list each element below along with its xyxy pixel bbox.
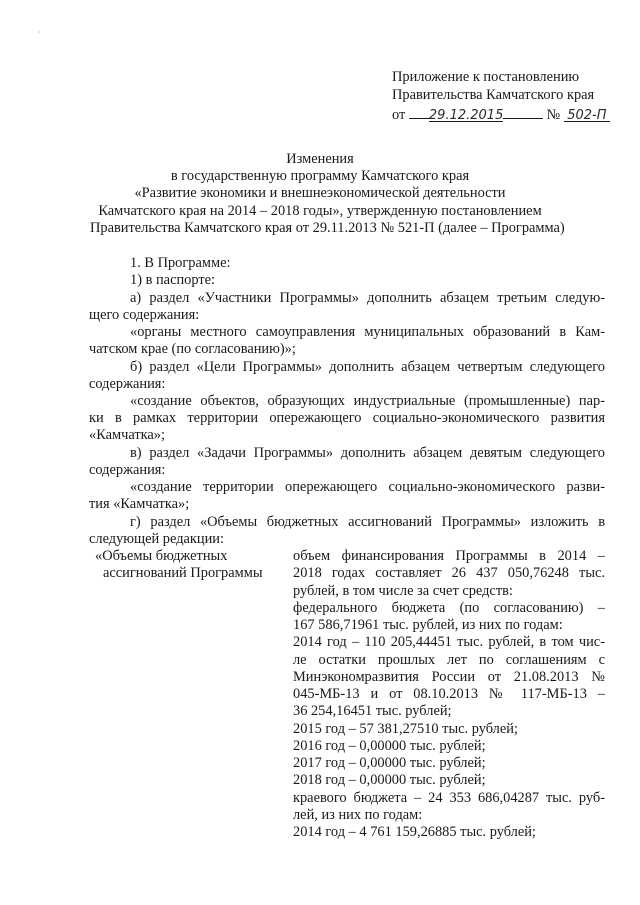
table-right-line-15: краевого бюджета – 24 353 686,04287 тыс. руб-	[293, 790, 605, 806]
table-right-line-14: 2018 год – 0,00000 тыс. рублей;	[293, 772, 486, 788]
table-right-line-6: 2014 год – 110 205,44451 тыс. рублей, в том чис-	[293, 634, 605, 650]
date-underline-left	[409, 104, 429, 119]
table-right-line-17: 2014 год – 4 761 159,26885 тыс. рублей;	[293, 824, 536, 840]
table-right-line-7: ле остатки прошлых лет по соглашениям с	[293, 652, 605, 668]
paragraph-3-line-2: щего содержания:	[89, 307, 200, 323]
number-label: №	[546, 107, 561, 123]
date-underline-right	[503, 104, 543, 119]
table-right-line-13: 2017 год – 0,00000 тыс. рублей;	[293, 755, 486, 771]
paragraph-9-line-2: следующей редакции:	[89, 531, 224, 547]
title-line-5: Правительства Камчатского края от 29.11.2013 № 521-П (далее – Программа)	[90, 220, 565, 236]
scan-mark: ·	[38, 28, 41, 37]
header-date-line	[392, 104, 610, 124]
table-right-line-11: 2015 год – 57 381,27510 тыс. рублей;	[293, 721, 518, 737]
title-line-4: Камчатского края на 2014 – 2018 годы», утвержденную постановлением	[98, 203, 542, 219]
table-right-line-4: федерального бюджета (по согласованию) –	[293, 600, 605, 616]
paragraph-5-line-2: содержания:	[89, 376, 166, 392]
table-right-line-10: 36 254,16451 тыс. рублей;	[293, 703, 452, 719]
paragraph-4-line-1: «органы местного самоуправления муниципальных образований в Кам-	[130, 324, 605, 340]
paragraph-6-line-2: ки в рамках территории опережающего социально-экономического развития	[89, 410, 605, 426]
table-right-line-9: 045-МБ-13 и от 08.10.2013 № 117-МБ-13 –	[293, 686, 605, 702]
from-label: от	[392, 107, 406, 123]
title-line-2: в государственную программу Камчатского края	[170, 168, 470, 184]
paragraph-7-line-1: в) раздел «Задачи Программы» дополнить абзацем девятым следующего	[130, 445, 605, 461]
paragraph-1: 1. В Программе:	[130, 255, 231, 271]
paragraph-5-line-1: б) раздел «Цели Программы» дополнить абзацем четвертым следующего	[130, 359, 605, 375]
table-right-line-12: 2016 год – 0,00000 тыс. рублей;	[293, 738, 486, 754]
table-right-line-16: лей, из них по годам:	[293, 807, 423, 823]
paragraph-8-line-2: тия «Камчатка»;	[89, 496, 190, 512]
table-right-line-1: объем финансирования Программы в 2014 –	[293, 548, 605, 564]
paragraph-6-line-1: «создание объектов, образующих индустриальные (промышленные) пар-	[130, 393, 605, 409]
table-left-line-1: «Объемы бюджетных	[95, 548, 228, 564]
table-right-line-5: 167 586,71961 тыс. рублей, из них по годам:	[293, 617, 563, 633]
paragraph-8-line-1: «создание территории опережающего социально-экономического разви-	[130, 479, 605, 495]
table-right-line-3: рублей, в том числе за счет средств:	[293, 583, 513, 599]
header-line-2: Правительства Камчатского края	[392, 87, 595, 103]
date-field	[429, 107, 503, 122]
paragraph-7-line-2: содержания:	[89, 462, 166, 478]
table-right-line-8: Минэкономразвития России от 21.08.2013 №	[293, 669, 605, 685]
title-line-3: «Развитие экономики и внешнеэкономической деятельности	[134, 185, 506, 201]
paragraph-3-line-1: а) раздел «Участники Программы» дополнить абзацем третьим следую-	[130, 290, 605, 306]
table-left-line-2: ассигнований Программы	[103, 565, 263, 581]
paragraph-4-line-2: чатском крае (по согласованию)»;	[89, 341, 296, 357]
number-field	[564, 107, 610, 122]
paragraph-6-line-3: «Камчатка»;	[89, 427, 165, 443]
number-handwritten: 502-П	[567, 108, 607, 123]
header-line-1: Приложение к постановлению	[392, 69, 580, 85]
date-handwritten: 29.12.2015	[428, 108, 504, 123]
paragraph-2: 1) в паспорте:	[130, 272, 216, 288]
paragraph-9-line-1: г) раздел «Объемы бюджетных ассигнований Программы» изложить в	[130, 514, 605, 530]
title-line-1: Изменения	[286, 151, 354, 167]
table-right-line-2: 2018 годах составляет 26 437 050,76248 тыс.	[293, 565, 605, 581]
